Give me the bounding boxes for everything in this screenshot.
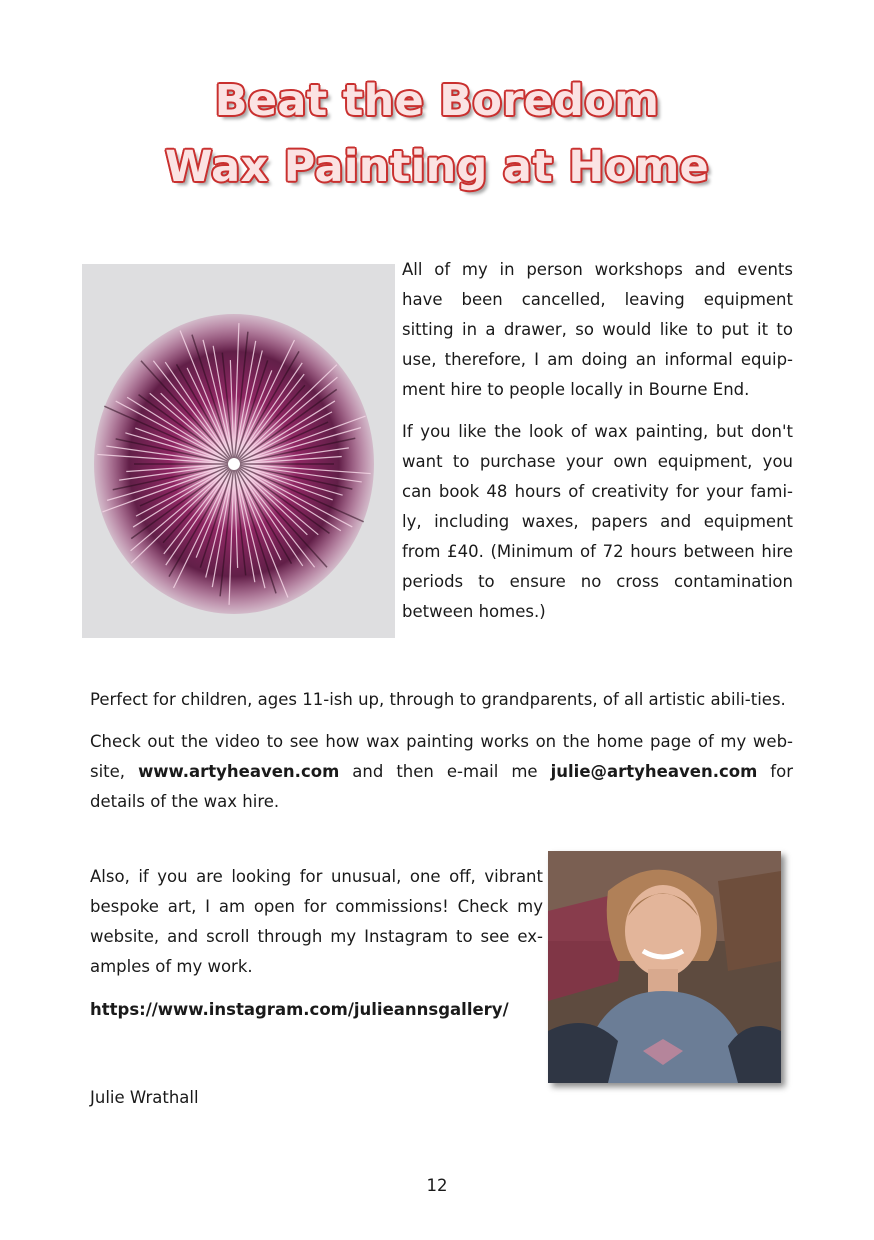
artist-portrait-photo	[548, 851, 781, 1083]
commissions-text	[90, 862, 543, 994]
website-link[interactable]: www.artyheaven.com	[138, 762, 340, 781]
instagram-link[interactable]: https://www.instagram.com/julieannsgallery/	[90, 1000, 509, 1019]
video-text-after: for details of the wax hire.	[90, 762, 793, 811]
page-number: 12	[426, 1176, 448, 1195]
main-text	[90, 685, 793, 829]
title-line-2: Wax Painting at Home	[164, 142, 710, 192]
video-text-before: Check out the video to see how wax painting works on the home page of my web-site,	[90, 732, 793, 781]
page-title	[0, 68, 874, 200]
video-paragraph	[90, 727, 793, 817]
wax-painting-image	[82, 264, 395, 638]
author-name: Julie Wrathall	[90, 1088, 199, 1107]
intro-paragraph-1: All of my in person workshops and events have been cancelled, leaving equipment sitting in a drawer, so would like to put it to use, therefore, I am doing an informal equip-ment hire to people locally in Bourne End.	[402, 260, 793, 399]
portrait-illustration	[548, 851, 781, 1083]
email-link[interactable]: julie@artyheaven.com	[550, 762, 758, 781]
title-line-1: Beat the Boredom	[214, 76, 660, 126]
commissions-paragraph: Also, if you are looking for unusual, one off, vibrant bespoke art, I am open for commissions! Check my website, and scroll through my Instagram to see ex-amples of my work.	[90, 867, 543, 976]
intro-text	[402, 255, 793, 639]
video-text-middle: and then e-mail me	[339, 762, 551, 781]
intro-paragraph-2: If you like the look of wax painting, but don't want to purchase your own equipment, you can book 48 hours of creativity for your fami-ly, including waxes, papers and equipment from £40. (Minimum of 72 hours between hire periods to ensure no cross contamination between homes.)	[402, 422, 793, 621]
audience-paragraph: Perfect for children, ages 11-ish up, through to grandparents, of all artistic abili-ties.	[90, 690, 786, 709]
wax-painting-illustration	[82, 264, 395, 638]
